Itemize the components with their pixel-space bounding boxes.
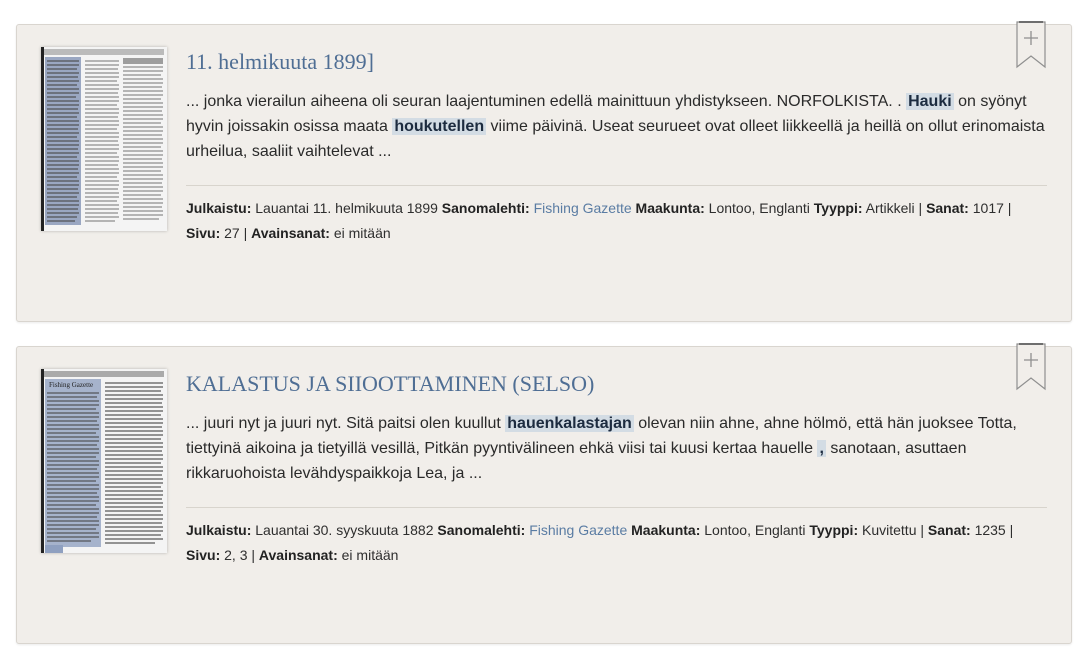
page-value: 2, 3 | [220, 547, 259, 563]
keywords-value: ei mitään [337, 547, 399, 563]
newspaper-page-thumbnail [41, 47, 167, 231]
result-snippet [186, 411, 1056, 486]
type-value: Kuvitettu | [858, 522, 928, 538]
words-label: Sanat: [926, 200, 969, 216]
result-snippet [186, 89, 1056, 164]
page-value: 27 | [220, 225, 252, 241]
page-label: Sivu: [186, 547, 221, 563]
search-term-highlight[interactable]: houkutellen [394, 118, 485, 135]
bookmark-add-icon [1015, 343, 1047, 393]
divider [186, 507, 1047, 508]
page-label: Sivu: [186, 225, 221, 241]
snippet-text: ... juuri nyt ja juuri nyt. Sitä paitsi olen kuullut [186, 415, 506, 432]
published-date: Lauantai 30. syyskuuta 1882 [251, 522, 438, 538]
type-label: Tyyppi: [813, 200, 863, 216]
svg-text:Fishing Gazette: Fishing Gazette [49, 381, 94, 389]
bookmark-add-button[interactable] [1015, 343, 1047, 393]
newspaper-link[interactable]: Fishing Gazette [529, 522, 628, 538]
search-term-highlight[interactable]: hauenkalastajan [507, 415, 632, 432]
result-metadata [186, 518, 1046, 568]
words-label: Sanat: [927, 522, 971, 538]
type-label: Tyyppi: [809, 522, 859, 538]
newspaper-thumbnail[interactable] [41, 47, 167, 231]
snippet-text: olevan niin ahne, ahne hölmö, että hän juoksee Totta, tiettyinä aikoina ja tietyillä vesillä, Pitkän pyyntivälineen ehkä viisi tai kuusi kertaa hauelle [186, 415, 1017, 457]
county-value: Lontoo, Englanti [700, 522, 810, 538]
result-title-link[interactable]: 11. helmikuuta 1899] [186, 49, 374, 74]
published-date: Lauantai 11. helmikuuta 1899 [251, 200, 442, 216]
published-label: Julkaistu: [186, 200, 252, 216]
type-value: Artikkeli | [862, 200, 927, 216]
newspaper-page-thumbnail [41, 369, 167, 553]
words-value: 1017 | [968, 200, 1012, 216]
newspaper-thumbnail[interactable] [41, 369, 167, 553]
newspaper-label: Sanomalehti: [441, 200, 530, 216]
keywords-value: ei mitään [329, 225, 391, 241]
words-value: 1235 | [970, 522, 1014, 538]
search-term-highlight[interactable]: Hauki [908, 93, 952, 110]
result-title-link[interactable]: KALASTUS JA SIIOOTTAMINEN (SELSO) [186, 371, 595, 396]
county-label: Maakunta: [635, 200, 705, 216]
county-label: Maakunta: [631, 522, 701, 538]
snippet-text: sanotaan, asuttaen rikkaruohoista levähdyspaikkoja Lea, ja ... [186, 440, 967, 482]
newspaper-link[interactable]: Fishing Gazette [533, 200, 632, 216]
snippet-text: viime päivinä. Useat seurueet ovat olleet liikkeellä ja heillä on ollut erinomaista urheilua, saaliit vaihtelevat ... [186, 118, 1045, 160]
search-result-card [16, 346, 1072, 644]
published-label: Julkaistu: [186, 522, 252, 538]
snippet-text: ... jonka vierailun aiheena oli seuran laajentuminen edellä mainittuun yhdistykseen. NORFOLKISTA. . [186, 93, 907, 110]
search-result-card [16, 24, 1072, 322]
keywords-label: Avainsanat: [258, 547, 338, 563]
snippet-text: on syönyt hyvin joissakin osissa maata [186, 93, 1027, 135]
bookmark-add-icon [1015, 21, 1047, 71]
keywords-label: Avainsanat: [251, 225, 330, 241]
bookmark-add-button[interactable] [1015, 21, 1047, 71]
search-term-highlight[interactable]: , [819, 440, 824, 457]
newspaper-label: Sanomalehti: [437, 522, 526, 538]
divider [186, 185, 1047, 186]
county-value: Lontoo, Englanti [704, 200, 814, 216]
result-metadata [186, 196, 1046, 246]
